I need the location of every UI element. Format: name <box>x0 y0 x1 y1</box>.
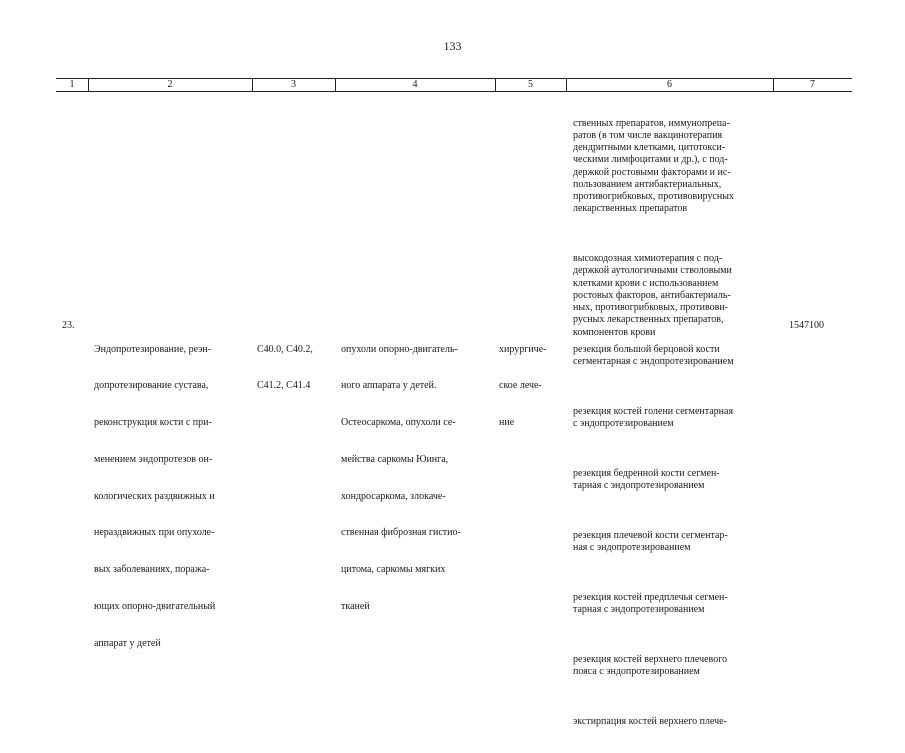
text-line: ратов (в том числе вакцинотерапия <box>573 129 723 141</box>
method-block <box>573 118 734 216</box>
text-line: Остеосаркома, опухоли се- <box>341 417 456 428</box>
text-line: C41.2, C41.4 <box>257 380 311 392</box>
text-line: пользованием антибактериальных, <box>573 178 722 190</box>
text-line: хирургиче- <box>499 343 547 355</box>
text-line: резекция большой берцовой кости <box>573 343 720 355</box>
text-line: ного аппарата у детей. <box>341 380 437 392</box>
text-line: дендритными клетками, цитотокси- <box>573 142 726 153</box>
header-col-6: 6 <box>667 79 672 90</box>
text-line: с эндопротезированием <box>573 417 674 429</box>
method-block <box>573 530 734 555</box>
text-line: аппарат у детей <box>94 637 161 649</box>
care-type-name <box>94 319 215 662</box>
text-line: кологических раздвижных и <box>94 490 215 502</box>
text-line: C40.0, C40.2, <box>257 343 313 355</box>
header-col-5: 5 <box>528 79 533 90</box>
text-line: ческими лимфоцитами и др.), с под- <box>573 154 728 166</box>
text-line: Эндопротезирование, реэн- <box>94 343 212 355</box>
text-line: тарная с эндопротезированием <box>573 479 705 491</box>
text-line: ющих опорно-двигательный <box>94 600 216 612</box>
text-line: реконструкция кости с при- <box>94 417 212 428</box>
text-line: резекция костей голени сегментарная <box>573 405 734 417</box>
treatment-methods <box>573 319 734 753</box>
text-line: ная с эндопротезированием <box>573 541 691 553</box>
text-line: нераздвижных при опухоле- <box>94 527 215 539</box>
text-line: ственная фиброзная гистио- <box>341 527 461 539</box>
page-number: 133 <box>443 39 462 53</box>
header-col-2: 2 <box>167 79 173 90</box>
text-line: ние <box>499 417 515 428</box>
text-line: сегментарная с эндопротезированием <box>573 355 734 367</box>
header-bottom-rule <box>56 91 852 92</box>
text-line: опухоли опорно-двигатель- <box>341 343 458 355</box>
text-line: допротезирование сустава, <box>94 380 209 392</box>
method-block <box>573 468 734 493</box>
text-line: менением эндопротезов он- <box>94 453 213 465</box>
text-line: противогрибковых, противовирусных <box>573 191 734 202</box>
method-block <box>573 344 734 369</box>
text-line: хондросаркома, злокаче- <box>341 490 446 502</box>
text-line: мейства саркомы Юинга, <box>341 453 449 465</box>
header-col-4: 4 <box>412 79 418 90</box>
method-block <box>573 654 734 679</box>
method-block <box>573 592 734 617</box>
text-line: тканей <box>341 600 370 612</box>
header-col-7: 7 <box>810 79 815 90</box>
patient-model <box>341 319 461 625</box>
text-line: ское лече- <box>499 380 542 392</box>
text-line: пояса с эндопротезированием <box>573 665 700 677</box>
text-line: ных, противогрибковых, противови- <box>573 302 728 313</box>
header-col-1: 1 <box>69 79 75 90</box>
header-col-3: 3 <box>291 79 296 90</box>
text-line: резекция костей верхнего плечевого <box>573 653 728 665</box>
text-line: резекция костей предплечья сегмен- <box>573 591 728 603</box>
text-line: вых заболеваниях, поража- <box>94 564 210 575</box>
treatment-type <box>499 319 546 442</box>
text-line: русных лекарственных препаратов, <box>573 314 724 326</box>
cost-value: 1547100 <box>789 320 824 331</box>
text-line: держкой ростовыми факторами и ис- <box>573 166 731 178</box>
text-line: резекция плечевой кости сегментар- <box>573 529 728 541</box>
icd-codes <box>257 319 313 405</box>
text-line: тарная с эндопротезированием <box>573 603 705 615</box>
text-line: держкой аутологичными стволовыми <box>573 265 732 277</box>
row-number: 23. <box>62 320 75 331</box>
method-block <box>573 716 734 728</box>
method-block <box>573 406 734 431</box>
text-line: цитома, саркомы мягких <box>341 564 446 575</box>
text-line: ственных препаратов, иммунопрепа- <box>573 117 730 129</box>
text-line: резекция бедренной кости сегмен- <box>573 467 720 479</box>
text-line: компонентов крови <box>573 326 656 338</box>
text-line: ростовых факторов, антибактериаль- <box>573 289 731 301</box>
text-line: клетками крови с использованием <box>573 277 719 289</box>
text-line: высокодозная химиотерапия с под- <box>573 253 723 264</box>
text-line: экстирпация костей верхнего плече- <box>573 715 727 727</box>
text-line: лекарственных препаратов <box>573 203 688 215</box>
